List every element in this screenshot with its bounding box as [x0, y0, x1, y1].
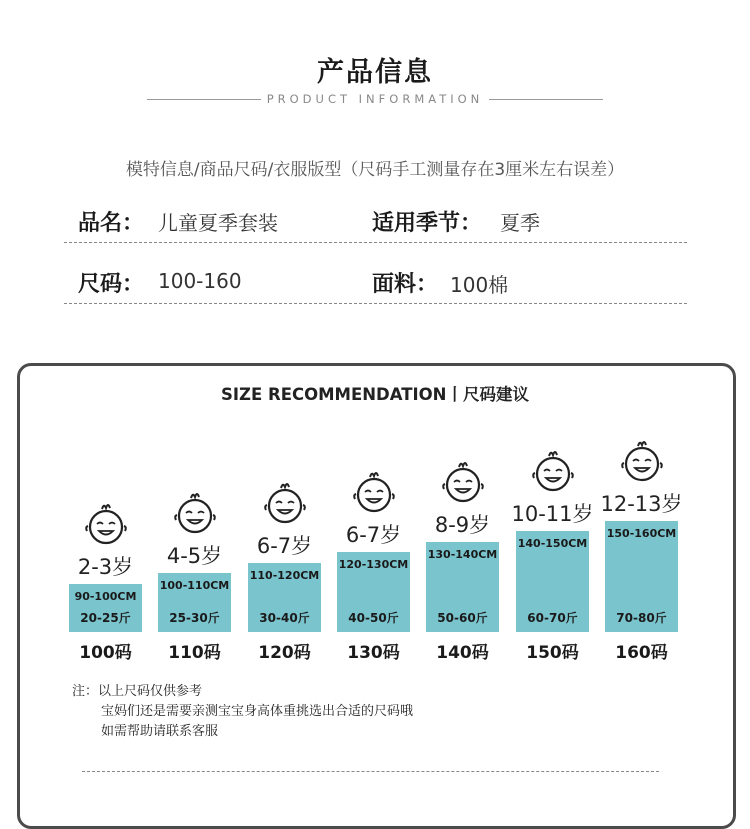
- size-code: 160码: [615, 643, 668, 663]
- size-code: 120码: [258, 643, 311, 663]
- info-row-2: [78, 267, 690, 307]
- size-bar: [337, 552, 410, 632]
- season-label: 适用季节：: [372, 211, 483, 236]
- season-value: 夏季: [500, 211, 540, 235]
- size-code: 140码: [436, 643, 489, 663]
- info-row-1: [78, 206, 690, 246]
- age-label: 6-7岁: [345, 523, 402, 547]
- height-range: 140-150CM: [517, 537, 588, 550]
- note-line: 宝妈们还是需要亲测宝宝身高体重挑选出合适的尺码哦: [101, 704, 414, 719]
- fabric-label: 面料：: [372, 272, 439, 297]
- height-range: 130-140CM: [427, 548, 498, 561]
- size-bar: [69, 584, 142, 632]
- size-label: 尺码：: [78, 272, 145, 297]
- weight-range: 70-80斤: [616, 611, 667, 625]
- note-block: [72, 682, 413, 742]
- note-label: 注：: [72, 684, 99, 699]
- size-bar: [158, 573, 231, 632]
- size-code: 130码: [347, 643, 400, 663]
- size-bar: [605, 521, 678, 632]
- weight-range: 20-25斤: [80, 611, 131, 625]
- baby-face-icon: [351, 470, 397, 518]
- size-code: 150码: [526, 643, 579, 663]
- page-subtitle: [0, 92, 750, 106]
- height-range: 150-160CM: [606, 527, 677, 540]
- note-line: 如需帮助请联系客服: [101, 724, 219, 739]
- size-code: 110码: [168, 643, 221, 663]
- divider: [64, 303, 687, 304]
- size-card-title: SIZE RECOMMENDATION丨尺码建议: [221, 385, 529, 404]
- weight-range: 40-50斤: [348, 611, 399, 625]
- age-label: 12-13岁: [600, 492, 683, 516]
- weight-range: 25-30斤: [169, 611, 220, 625]
- divider: [82, 771, 659, 772]
- baby-face-icon: [619, 439, 665, 487]
- baby-face-icon: [440, 460, 486, 508]
- age-label: 8-9岁: [434, 513, 491, 537]
- height-range: 120-130CM: [338, 558, 409, 571]
- weight-range: 30-40斤: [259, 611, 310, 625]
- baby-face-icon: [83, 502, 129, 550]
- page-title: 产品信息: [317, 57, 433, 88]
- age-label: 4-5岁: [166, 544, 223, 568]
- age-label: 6-7岁: [256, 534, 313, 558]
- size-bar: [248, 563, 321, 632]
- divider: [64, 242, 687, 243]
- weight-range: 60-70斤: [527, 611, 578, 625]
- intro-text: 模特信息/商品尺码/衣服版型（尺码手工测量存在3厘米左右误差）: [125, 160, 625, 180]
- note-line: 以上尺码仅供参考: [98, 684, 203, 699]
- size-bar: [516, 531, 589, 632]
- size-code: 100码: [79, 643, 132, 663]
- fabric-value: 100棉: [450, 273, 509, 297]
- page-subtitle-text: PRODUCT INFORMATION: [261, 92, 490, 106]
- size-value: 100-160: [158, 269, 242, 293]
- name-value: 儿童夏季套装: [158, 211, 278, 235]
- height-range: 90-100CM: [74, 590, 137, 603]
- height-range: 110-120CM: [249, 569, 320, 582]
- size-bar: [426, 542, 499, 632]
- name-label: 品名：: [78, 211, 145, 236]
- age-label: 2-3岁: [77, 555, 134, 579]
- age-label: 10-11岁: [511, 502, 594, 526]
- height-range: 100-110CM: [159, 579, 230, 592]
- baby-face-icon: [172, 491, 218, 539]
- baby-face-icon: [530, 449, 576, 497]
- baby-face-icon: [262, 481, 308, 529]
- weight-range: 50-60斤: [437, 611, 488, 625]
